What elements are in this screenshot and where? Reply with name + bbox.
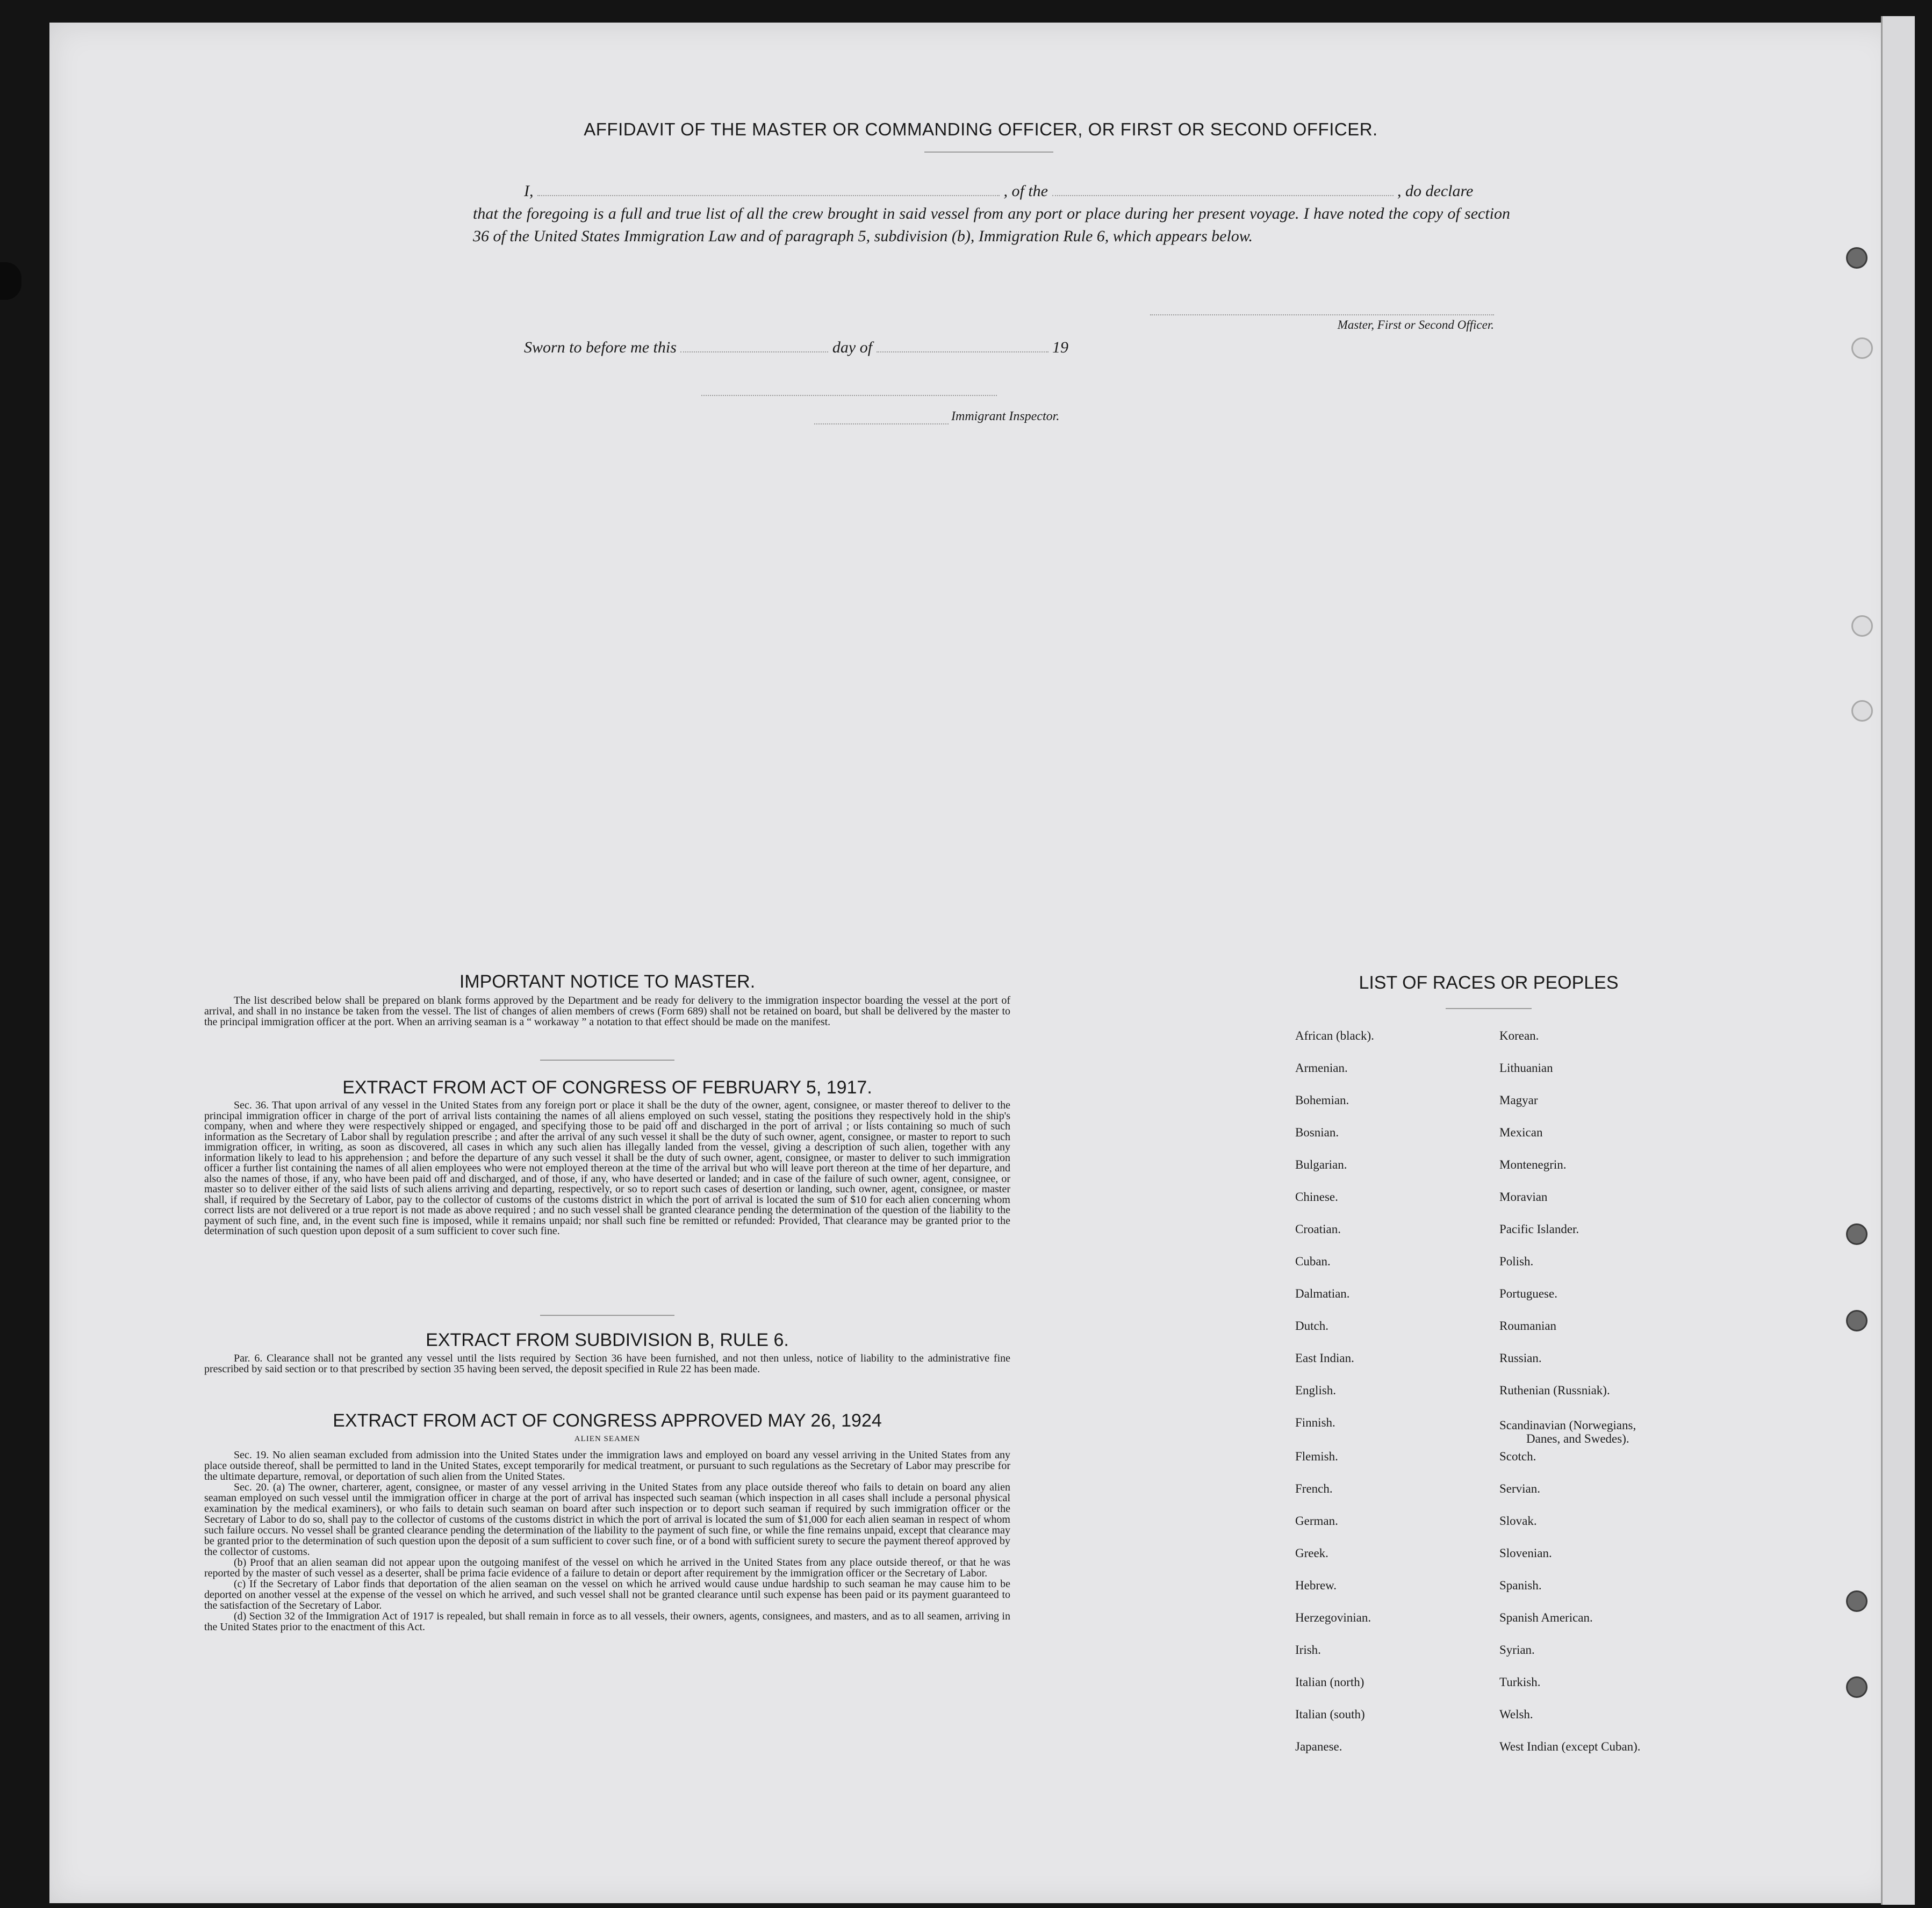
sworn-prefix: Sworn to before me this	[524, 339, 677, 356]
race-item: Moravian	[1499, 1190, 1548, 1204]
extract-1917-text: Sec. 36. That upon arrival of any vessel in the United States from any foreign port or place it shall be the duty of the owner, agent, consignee, or master thereof to deliver to the principal immigration officer in charge of the port of arrival lists containing the names of all aliens employed on such vessel, stating the positions they respectively hold in the ship's company, when and where they were respectively shipped or engaged, and specifying those to be paid off and discharged in the port of arrival ; or lists containing so much of such information as the Secretary of Labor shall by regulation prescribe ; and after the arrival of any such vessel it shall be the duty of such owner, agent, consignee, or master to report to such immigration officer, in writing, as soon as discovered, all cases in which any such alien has illegally landed from the vessel, giving a description of such alien, together with any information likely to lead to his apprehension ; and before the departure of any such vessel it shall be the duty of such owner, agent, consignee, or master to deliver to such immigration officer a further list containing the names of all alien employees who were not employed thereon at the time of the arrival but who will leave port thereon at the time of her departure, and also the names of those, if any, who have been paid off and discharged, and of those, if any, who have deserted or landed; and in case of the failure of such owner, agent, consignee, or master so to deliver either of the said lists of such aliens arriving and departing, respectively, or so to report such cases of desertion or landing, such owner, agent, consignee, or master shall, if required by the Secretary of Labor, pay to the collector of customs of the customs district in which the port of arrival is located the sum of $10 for each alien concerning whom correct lists are not delivered or a true report is not made as above required ; and no such vessel shall be granted clearance pending the determination of the question of the liability to the payment of such fine, and, in the event such fine is imposed, while it remains unpaid; nor shall such fine be remitted or refunded: Provided, That clearance may be granted prior to the determination of such question upon deposit of a sum sufficient to cover such fine.	[204, 1099, 1010, 1237]
affidavit-statement: that the foregoing is a full and true list of all the crew brought in said vessel from any port or place during her present voyage. I have noted the copy of section 36 of the United States Immigration Law and of paragraph 5, subdivision (b), Immigration Rule 6, which appears below.	[473, 205, 1510, 245]
extract-rule6-title: EXTRACT FROM SUBDIVISION B, RULE 6.	[426, 1330, 789, 1350]
race-item: Flemish.	[1295, 1450, 1338, 1463]
race-item: Irish.	[1295, 1643, 1321, 1657]
race-item: Scandinavian (Norwegians,	[1499, 1419, 1636, 1432]
page-edge	[1881, 16, 1915, 1905]
of-the-label: , of the	[1003, 182, 1048, 200]
race-item: Turkish.	[1499, 1675, 1541, 1689]
race-item-continuation: Danes, and Swedes).	[1526, 1432, 1629, 1445]
race-item: Croatian.	[1295, 1222, 1341, 1236]
race-item: Korean.	[1499, 1029, 1539, 1042]
race-item: Dutch.	[1295, 1319, 1328, 1333]
notice-title: IMPORTANT NOTICE TO MASTER.	[459, 971, 756, 992]
punch-hole	[1846, 1676, 1868, 1698]
sworn-line	[524, 339, 1068, 357]
name-blank[interactable]	[537, 195, 1000, 196]
affidavit-title: AFFIDAVIT OF THE MASTER OR COMMANDING OFFICER, OR FIRST OR SECOND OFFICER.	[584, 119, 1378, 139]
binder-clip	[0, 262, 21, 300]
extract-1917-title: EXTRACT FROM ACT OF CONGRESS OF FEBRUARY 5, 1917.	[342, 1077, 872, 1098]
affidavit-body	[473, 180, 1510, 248]
punch-hole	[1846, 247, 1868, 269]
race-item: Servian.	[1499, 1482, 1541, 1495]
race-item: Dalmatian.	[1295, 1287, 1350, 1300]
inspector-line-1[interactable]	[701, 395, 997, 396]
race-item: Armenian.	[1295, 1061, 1348, 1075]
races-title: LIST OF RACES OR PEOPLES	[1359, 973, 1619, 993]
race-item: Chinese.	[1295, 1190, 1338, 1204]
inspector-line-2[interactable]	[814, 423, 949, 424]
race-item: Japanese.	[1295, 1740, 1342, 1753]
race-item: Syrian.	[1499, 1643, 1535, 1657]
sworn-month-blank[interactable]	[877, 351, 1048, 352]
punch-hole	[1846, 1590, 1868, 1612]
vessel-blank[interactable]	[1052, 195, 1394, 196]
race-item: Pacific Islander.	[1499, 1222, 1579, 1236]
race-item: Spanish.	[1499, 1579, 1542, 1592]
divider	[540, 1060, 674, 1061]
notice-text: The list described below shall be prepared on blank forms approved by the Department and be ready for delivery to the immigration inspector boarding the vessel at the port of arrival, and shall in no instance be taken from the vessel. The list of changes of alien members of crews (Form 689) shall not be retained on board, but shall be delivered by the master to the principal immigration officer at the port. When an arriving seaman is a “ workaway ” a notation to that effect should be made on the manifest.	[204, 995, 1010, 1028]
race-item: West Indian (except Cuban).	[1499, 1740, 1641, 1753]
extract-1924-body	[204, 1450, 1010, 1632]
race-item: Slovak.	[1499, 1514, 1537, 1528]
divider	[1446, 1008, 1532, 1009]
extract-1924-title: EXTRACT FROM ACT OF CONGRESS APPROVED MAY 26, 1924	[333, 1410, 882, 1431]
race-item: Hebrew.	[1295, 1579, 1337, 1592]
sec-20d: (d) Section 32 of the Immigration Act of 1917 is repealed, but shall remain in force as to all vessels, their owners, agents, consignees, and masters, and as to all seamen, arriving in the United States prior to the enactment of this Act.	[204, 1610, 1010, 1633]
punch-hole	[1851, 615, 1873, 637]
inspector-label: Immigrant Inspector.	[951, 409, 1060, 423]
race-item: Bohemian.	[1295, 1093, 1349, 1107]
race-item: Italian (north)	[1295, 1675, 1364, 1689]
divider	[540, 1315, 674, 1316]
race-item: Welsh.	[1499, 1708, 1533, 1721]
race-item: Polish.	[1499, 1255, 1534, 1268]
punch-hole	[1846, 1310, 1868, 1331]
signature-line[interactable]	[1150, 314, 1494, 315]
race-item: Roumanian	[1499, 1319, 1557, 1333]
sworn-day-blank[interactable]	[680, 351, 828, 352]
race-item: Bosnian.	[1295, 1126, 1339, 1139]
race-item: Finnish.	[1295, 1416, 1335, 1429]
sec-19: Sec. 19. No alien seaman excluded from admission into the United States under the immigration laws and employed on board any vessel arriving in the United States from any place outside thereof, shall be permitted to land in the United States, except temporarily for medical treatment, or pursuant to such regulations as the Secretary of Labor may prescribe for the ultimate departure, removal, or deportation of such alien from the United States.	[204, 1449, 1010, 1482]
punch-hole	[1846, 1223, 1868, 1245]
year-prefix: 19	[1052, 339, 1069, 356]
race-item: Lithuanian	[1499, 1061, 1553, 1075]
race-item: English.	[1295, 1384, 1337, 1397]
race-item: Spanish American.	[1499, 1611, 1593, 1624]
sec-20a: Sec. 20. (a) The owner, charterer, agent, consignee, or master of any vessel arriving in the United States from any place outside thereof who fails to detain on board any alien seaman employed on such vessel until the immigration officer in charge at the port of arrival has inspected such seaman (which inspection in all cases shall include a personal physical examination by the medical examiners), or who fails to detain such seaman on board after such inspection or to deport such seaman if required by such immigration officer or the Secretary of Labor to do so, shall pay to the collector of customs of the customs district in which the port of arrival is located the sum of $1,000 for each alien seaman in respect of whom such failure occurs. No vessel shall be granted clearance pending the determination of the liability to the payment of such fine, or while the fine remains unpaid, except that clearance may be granted prior to the determination of such question upon the deposit of a sum sufficient to cover such fine, or of a bond with sufficient surety to secure the payment thereof approved by the collector of customs.	[204, 1481, 1010, 1558]
punch-hole	[1851, 337, 1873, 359]
i-label: I,	[524, 182, 534, 200]
race-item: French.	[1295, 1482, 1333, 1495]
race-item: East Indian.	[1295, 1351, 1354, 1365]
divider	[924, 152, 1053, 153]
punch-hole	[1851, 700, 1873, 722]
race-item: Greek.	[1295, 1546, 1328, 1560]
extract-1924-subtitle: ALIEN SEAMEN	[574, 1435, 641, 1443]
race-item: German.	[1295, 1514, 1338, 1528]
race-item: Scotch.	[1499, 1450, 1536, 1463]
race-item: Magyar	[1499, 1093, 1538, 1107]
do-declare-label: , do declare	[1397, 182, 1474, 200]
race-item: Ruthenian (Russniak).	[1499, 1384, 1610, 1397]
race-item: Montenegrin.	[1499, 1158, 1567, 1171]
race-item: Slovenian.	[1499, 1546, 1552, 1560]
extract-rule6-text: Par. 6. Clearance shall not be granted any vessel until the lists required by Section 36 have been furnished, and not then unless, notice of liability to the administrative fine prescribed by said section or to that prescribed by section 35 having been served, the deposit specified in Rule 22 has been made.	[204, 1352, 1010, 1375]
race-item: Herzegovinian.	[1295, 1611, 1371, 1624]
day-of-label: day of	[832, 339, 873, 356]
race-item: Cuban.	[1295, 1255, 1331, 1268]
sec-20c: (c) If the Secretary of Labor finds that deportation of the alien seaman on the vessel on which he arrived would cause undue hardship to such seaman he may cause him to be deported on another vessel at the expense of the vessel on which he arrived, and such vessel shall not be granted clearance until such expense has been paid or its payment guaranteed to the satisfaction of the Secretary of Labor.	[204, 1578, 1010, 1611]
race-item: Portuguese.	[1499, 1287, 1557, 1300]
race-item: Mexican	[1499, 1126, 1543, 1139]
race-item: African (black).	[1295, 1029, 1374, 1042]
race-item: Bulgarian.	[1295, 1158, 1347, 1171]
signature-label: Master, First or Second Officer.	[1337, 318, 1494, 332]
race-item: Russian.	[1499, 1351, 1542, 1365]
sec-20b: (b) Proof that an alien seaman did not appear upon the outgoing manifest of the vessel on which he arrived in the United States from any place outside thereof, or that he was reported by the master of such vessel as a deserter, shall be prima facie evidence of a failure to detain or deport after requirement by the immigration officer or the Secretary of Labor.	[204, 1557, 1010, 1579]
race-item: Italian (south)	[1295, 1708, 1365, 1721]
